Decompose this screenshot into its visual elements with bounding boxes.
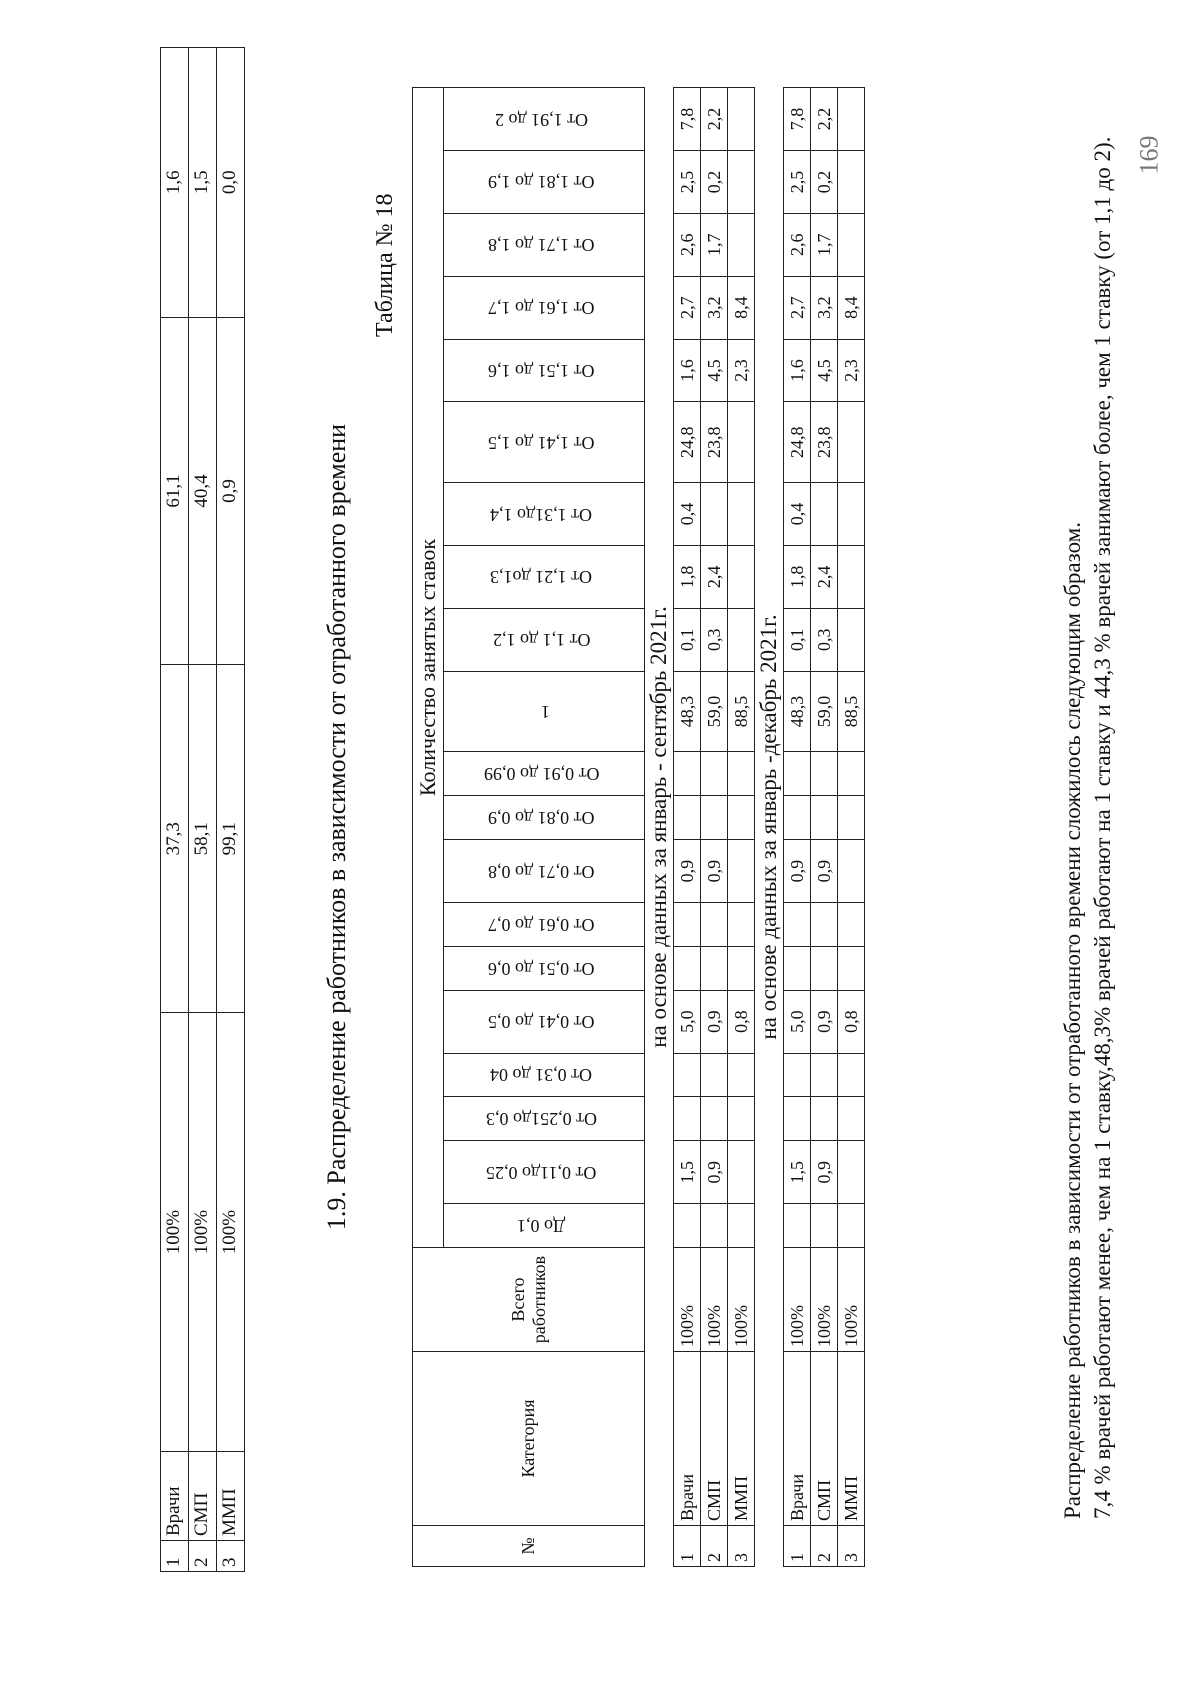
header-category: Категория — [413, 1352, 645, 1526]
value-cell — [674, 946, 701, 990]
section-title: 1.9. Распределение работников в зависимости от отработанного времени — [322, 423, 351, 1231]
range-label: От 0,81 до 0,9 — [488, 808, 595, 829]
period-label: на основе данных за январь -декабрь 2021г. — [755, 88, 784, 1567]
category-cell: СМП — [811, 1352, 838, 1526]
value-cell — [728, 88, 755, 151]
value-cell: 0,9 — [811, 990, 838, 1053]
header-num: № — [413, 1526, 645, 1567]
value-cell — [728, 1053, 755, 1097]
value-cell: 0,8 — [728, 990, 755, 1053]
value-cell — [811, 946, 838, 990]
value-cell — [838, 545, 865, 608]
total-cell: 100% — [728, 1248, 755, 1352]
total-cell: 100% — [838, 1248, 865, 1352]
value-cell: 2,4 — [701, 545, 728, 608]
range-label: От 1,31до 1,4 — [490, 504, 593, 525]
value-cell — [811, 796, 838, 840]
header-group: Количество занятых ставок — [413, 88, 444, 1248]
range-label: От 1,41 до 1,5 — [488, 432, 595, 453]
value-cell: 2,7 — [674, 276, 701, 339]
value-cell — [811, 1204, 838, 1248]
value-cell: 4,5 — [811, 339, 838, 402]
value-cell — [728, 1204, 755, 1248]
range-header — [444, 752, 645, 796]
value-cell: 1,5 — [784, 1141, 811, 1204]
row-number: 1 — [674, 1526, 701, 1567]
value-cell: 0,9 — [701, 990, 728, 1053]
value-cell: 0,3 — [701, 608, 728, 671]
table-row — [217, 48, 245, 1572]
value-cell — [838, 151, 865, 214]
value-cell — [728, 752, 755, 796]
value-cell: 3,2 — [811, 276, 838, 339]
value-cell: 100% — [161, 1013, 189, 1452]
value-cell: 2,6 — [784, 213, 811, 276]
table-row — [674, 88, 701, 1567]
range-label: От 0,41 до 0,5 — [488, 1012, 595, 1033]
value-cell: 8,4 — [838, 276, 865, 339]
value-cell — [728, 213, 755, 276]
period-label: на основе данных за январь - сентябрь 2021г. — [645, 88, 674, 1567]
value-cell: 1,7 — [811, 213, 838, 276]
value-cell: 1,8 — [674, 545, 701, 608]
value-cell: 1,5 — [189, 48, 217, 318]
value-cell: 0,9 — [784, 840, 811, 903]
value-cell: 40,4 — [189, 317, 217, 665]
value-cell: 0,9 — [674, 840, 701, 903]
paragraph-line-2: 7,4 % врачей работают менее, чем на 1 ставку,48,3% врачей работают на 1 ставку и 44,3 % врачей занимают более, чем 1 ставку (от 1,1 до 2). — [1090, 136, 1115, 1519]
total-cell: 100% — [784, 1248, 811, 1352]
value-cell: 2,5 — [674, 151, 701, 214]
category-cell: ММП — [838, 1352, 865, 1526]
value-cell — [811, 752, 838, 796]
value-cell: 2,7 — [784, 276, 811, 339]
value-cell: 0,1 — [784, 608, 811, 671]
range-label: От 0,11до 0,25 — [486, 1162, 597, 1183]
value-cell: 61,1 — [161, 317, 189, 665]
value-cell — [784, 1204, 811, 1248]
value-cell: 0,9 — [217, 317, 245, 665]
table-row — [189, 48, 217, 1572]
value-cell — [838, 483, 865, 546]
value-cell — [701, 946, 728, 990]
value-cell: 7,8 — [784, 88, 811, 151]
distribution-table — [412, 87, 865, 1567]
value-cell — [701, 1204, 728, 1248]
value-cell: 0,4 — [674, 483, 701, 546]
value-cell — [701, 1053, 728, 1097]
value-cell: 58,1 — [189, 665, 217, 1013]
value-cell — [811, 1097, 838, 1141]
value-cell: 5,0 — [784, 990, 811, 1053]
value-cell — [838, 796, 865, 840]
value-cell: 37,3 — [161, 665, 189, 1013]
row-number: 2 — [701, 1526, 728, 1567]
total-cell: 100% — [701, 1248, 728, 1352]
row-number: 3 — [838, 1526, 865, 1567]
value-cell: 1,7 — [701, 213, 728, 276]
range-header — [444, 902, 645, 946]
summary-paragraph — [1058, 67, 1118, 1567]
range-header — [444, 483, 645, 546]
period-row — [645, 88, 674, 1567]
value-cell — [728, 545, 755, 608]
value-cell: 88,5 — [838, 671, 865, 752]
range-header — [444, 840, 645, 903]
value-cell — [728, 946, 755, 990]
table-row — [838, 88, 865, 1567]
range-header — [444, 402, 645, 483]
value-cell — [674, 1097, 701, 1141]
value-cell — [784, 946, 811, 990]
range-header — [444, 990, 645, 1053]
value-cell: 2,5 — [784, 151, 811, 214]
value-cell: 2,2 — [701, 88, 728, 151]
range-label: От 1,71 до 1,8 — [488, 235, 595, 256]
continuation-table — [160, 47, 245, 1572]
page-number: 169 — [1134, 135, 1164, 175]
table-caption: Таблица № 18 — [372, 193, 398, 337]
value-cell — [728, 608, 755, 671]
value-cell — [784, 796, 811, 840]
value-cell: 23,8 — [701, 402, 728, 483]
value-cell: 59,0 — [701, 671, 728, 752]
category-cell: СМП — [189, 1452, 217, 1541]
value-cell — [674, 902, 701, 946]
value-cell: 0,9 — [811, 840, 838, 903]
value-cell — [674, 796, 701, 840]
range-header — [444, 1053, 645, 1097]
range-label: От 1,81 до 1,9 — [488, 172, 595, 193]
value-cell: 0,9 — [701, 1141, 728, 1204]
value-cell — [838, 902, 865, 946]
value-cell — [701, 902, 728, 946]
row-number: 2 — [189, 1541, 217, 1572]
value-cell: 1,6 — [784, 339, 811, 402]
table-row — [161, 48, 189, 1572]
value-cell — [728, 483, 755, 546]
range-label: От 0,31 до 04 — [490, 1065, 593, 1086]
value-cell — [784, 1097, 811, 1141]
range-header — [444, 339, 645, 402]
value-cell: 24,8 — [784, 402, 811, 483]
value-cell: 2,3 — [838, 339, 865, 402]
value-cell: 0,2 — [701, 151, 728, 214]
value-cell: 1,6 — [674, 339, 701, 402]
table-row — [701, 88, 728, 1567]
value-cell — [838, 1204, 865, 1248]
period-row — [755, 88, 784, 1567]
category-cell: СМП — [701, 1352, 728, 1526]
value-cell — [784, 902, 811, 946]
range-header — [444, 946, 645, 990]
value-cell: 2,6 — [674, 213, 701, 276]
value-cell: 3,2 — [701, 276, 728, 339]
value-cell — [838, 213, 865, 276]
value-cell: 59,0 — [811, 671, 838, 752]
value-cell — [838, 1097, 865, 1141]
value-cell — [838, 946, 865, 990]
value-cell — [838, 1141, 865, 1204]
range-header — [444, 151, 645, 214]
value-cell — [811, 1053, 838, 1097]
category-cell: Врачи — [784, 1352, 811, 1526]
value-cell: 99,1 — [217, 665, 245, 1013]
range-header — [444, 608, 645, 671]
range-header — [444, 1204, 645, 1248]
value-cell: 0,9 — [811, 1141, 838, 1204]
value-cell: 100% — [217, 1013, 245, 1452]
value-cell: 0,8 — [838, 990, 865, 1053]
value-cell — [784, 752, 811, 796]
value-cell: 2,4 — [811, 545, 838, 608]
row-number: 1 — [161, 1541, 189, 1572]
paragraph-line-1: Распределение работников в зависимости от отработанного времени сложилось следующим образом. — [1060, 522, 1085, 1519]
value-cell: 88,5 — [728, 671, 755, 752]
value-cell — [728, 151, 755, 214]
value-cell — [838, 402, 865, 483]
category-cell: Врачи — [161, 1452, 189, 1541]
range-label: До 0,1 — [517, 1216, 566, 1237]
value-cell: 100% — [189, 1013, 217, 1452]
value-cell: 2,3 — [728, 339, 755, 402]
header-row — [413, 88, 444, 1567]
value-cell: 0,3 — [811, 608, 838, 671]
range-header — [444, 545, 645, 608]
range-label: 1 — [540, 702, 550, 722]
range-label: От 1,61 до 1,7 — [488, 298, 595, 319]
value-cell: 4,5 — [701, 339, 728, 402]
value-cell — [811, 902, 838, 946]
range-header — [444, 671, 645, 752]
value-cell: 2,2 — [811, 88, 838, 151]
value-cell — [701, 1097, 728, 1141]
range-label: От 0,61 до 0,7 — [488, 914, 595, 935]
category-cell: Врачи — [674, 1352, 701, 1526]
value-cell — [838, 88, 865, 151]
range-label: От 1,21 до1,3 — [490, 567, 593, 588]
category-cell: ММП — [728, 1352, 755, 1526]
value-cell — [674, 1204, 701, 1248]
range-header — [444, 213, 645, 276]
value-cell: 8,4 — [728, 276, 755, 339]
value-cell — [674, 1053, 701, 1097]
value-cell — [728, 1141, 755, 1204]
value-cell — [728, 840, 755, 903]
range-header — [444, 1141, 645, 1204]
table-row — [784, 88, 811, 1567]
value-cell: 7,8 — [674, 88, 701, 151]
value-cell: 1,5 — [674, 1141, 701, 1204]
row-number: 3 — [217, 1541, 245, 1572]
value-cell: 1,6 — [161, 48, 189, 318]
value-cell: 0,9 — [701, 840, 728, 903]
range-header — [444, 1097, 645, 1141]
value-cell: 0,2 — [811, 151, 838, 214]
range-label: От 1,91 до 2 — [494, 109, 589, 130]
row-number: 3 — [728, 1526, 755, 1567]
header-total: Всего работников — [413, 1248, 645, 1352]
value-cell: 48,3 — [784, 671, 811, 752]
range-header — [444, 796, 645, 840]
range-header — [444, 276, 645, 339]
value-cell — [811, 483, 838, 546]
value-cell: 0,0 — [217, 48, 245, 318]
row-number: 1 — [784, 1526, 811, 1567]
value-cell — [701, 483, 728, 546]
value-cell: 0,1 — [674, 608, 701, 671]
value-cell — [674, 752, 701, 796]
value-cell — [728, 1097, 755, 1141]
value-cell: 48,3 — [674, 671, 701, 752]
value-cell — [838, 608, 865, 671]
value-cell — [838, 840, 865, 903]
range-label: От 1,1 до 1,2 — [492, 630, 591, 651]
range-header — [444, 88, 645, 151]
value-cell — [838, 1053, 865, 1097]
range-label: От 0,71 до 0,8 — [488, 861, 595, 882]
value-cell — [701, 796, 728, 840]
total-cell: 100% — [674, 1248, 701, 1352]
value-cell — [784, 1053, 811, 1097]
value-cell — [728, 902, 755, 946]
table-row — [811, 88, 838, 1567]
value-cell — [701, 752, 728, 796]
category-cell: ММП — [217, 1452, 245, 1541]
range-label: От 0,51 до 0,6 — [488, 958, 595, 979]
range-label: От 0,251до 0,3 — [485, 1109, 598, 1130]
value-cell — [728, 796, 755, 840]
value-cell: 0,4 — [784, 483, 811, 546]
value-cell — [728, 402, 755, 483]
range-label: От 0,91 до 0,99 — [483, 764, 600, 785]
value-cell: 23,8 — [811, 402, 838, 483]
row-number: 2 — [811, 1526, 838, 1567]
value-cell — [838, 752, 865, 796]
value-cell: 24,8 — [674, 402, 701, 483]
range-label: От 1,51 до 1,6 — [488, 360, 595, 381]
value-cell: 1,8 — [784, 545, 811, 608]
table-row — [728, 88, 755, 1567]
total-cell: 100% — [811, 1248, 838, 1352]
value-cell: 5,0 — [674, 990, 701, 1053]
